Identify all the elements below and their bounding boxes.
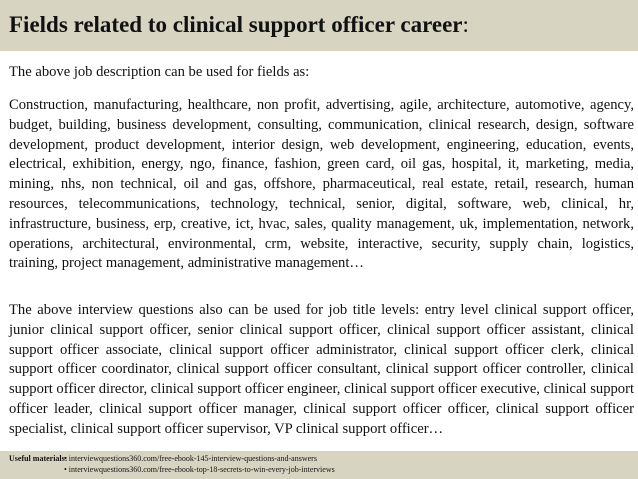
- footer-row: [9, 454, 335, 465]
- title-text: Fields related to clinical support officer career: [9, 12, 463, 37]
- intro-text: The above job description can be used for fields as:: [9, 64, 310, 80]
- footer-link-ebook-top-18-secrets[interactable]: • interviewquestions360.com/free-ebook-top-18-secrets-to-win-every-job-interviews: [64, 464, 335, 474]
- footer-label-spacer: [9, 465, 64, 476]
- footer-row: [9, 465, 335, 476]
- footer-label: Useful materials:: [9, 454, 68, 463]
- page-title: [9, 10, 469, 40]
- footer-useful-materials: [9, 454, 335, 475]
- fields-paragraph: Construction, manufacturing, healthcare, non profit, advertising, agile, architecture, automotive, agency, budget, building, business development, consulting, communication, clinical research, design, software development, product development, interior design, web development, engineering, education, events, electrical, exhibition, energy, ngo, finance, fashion, green card, oil gas, hospital, it, marketing, media, mining, nhs, non technical, oil and gas, offshore, pharmaceutical, real estate, retail, research, human resources, telecommunications, technology, technical, senior, digital, software, web, clinical, hr, infrastructure, business, erp, creative, ict, hvac, sales, quality management, uk, implementation, network, operations, architectural, environmental, crm, website, interactive, security, supply chain, logistics, training, project management, administrative management…: [9, 97, 634, 272]
- title-colon: :: [462, 12, 469, 37]
- footer-link-ebook-145-questions[interactable]: • interviewquestions360.com/free-ebook-145-interview-questions-and-answers: [64, 454, 317, 463]
- job-levels-paragraph: The above interview questions also can be used for job title levels: entry level clinical support officer, junior clinical support officer, senior clinical support officer, clinical support officer assistant, clinical support officer associate, clinical support officer administrator, clinical support officer clerk, clinical support officer coordinator, clinical support officer consultant, clinical support officer controller, clinical support officer director, clinical support officer engineer, clinical support officer executive, clinical support officer leader, clinical support officer manager, clinical support officer officer, clinical support officer specialist, clinical support officer supervisor, VP clinical support officer…: [9, 302, 634, 437]
